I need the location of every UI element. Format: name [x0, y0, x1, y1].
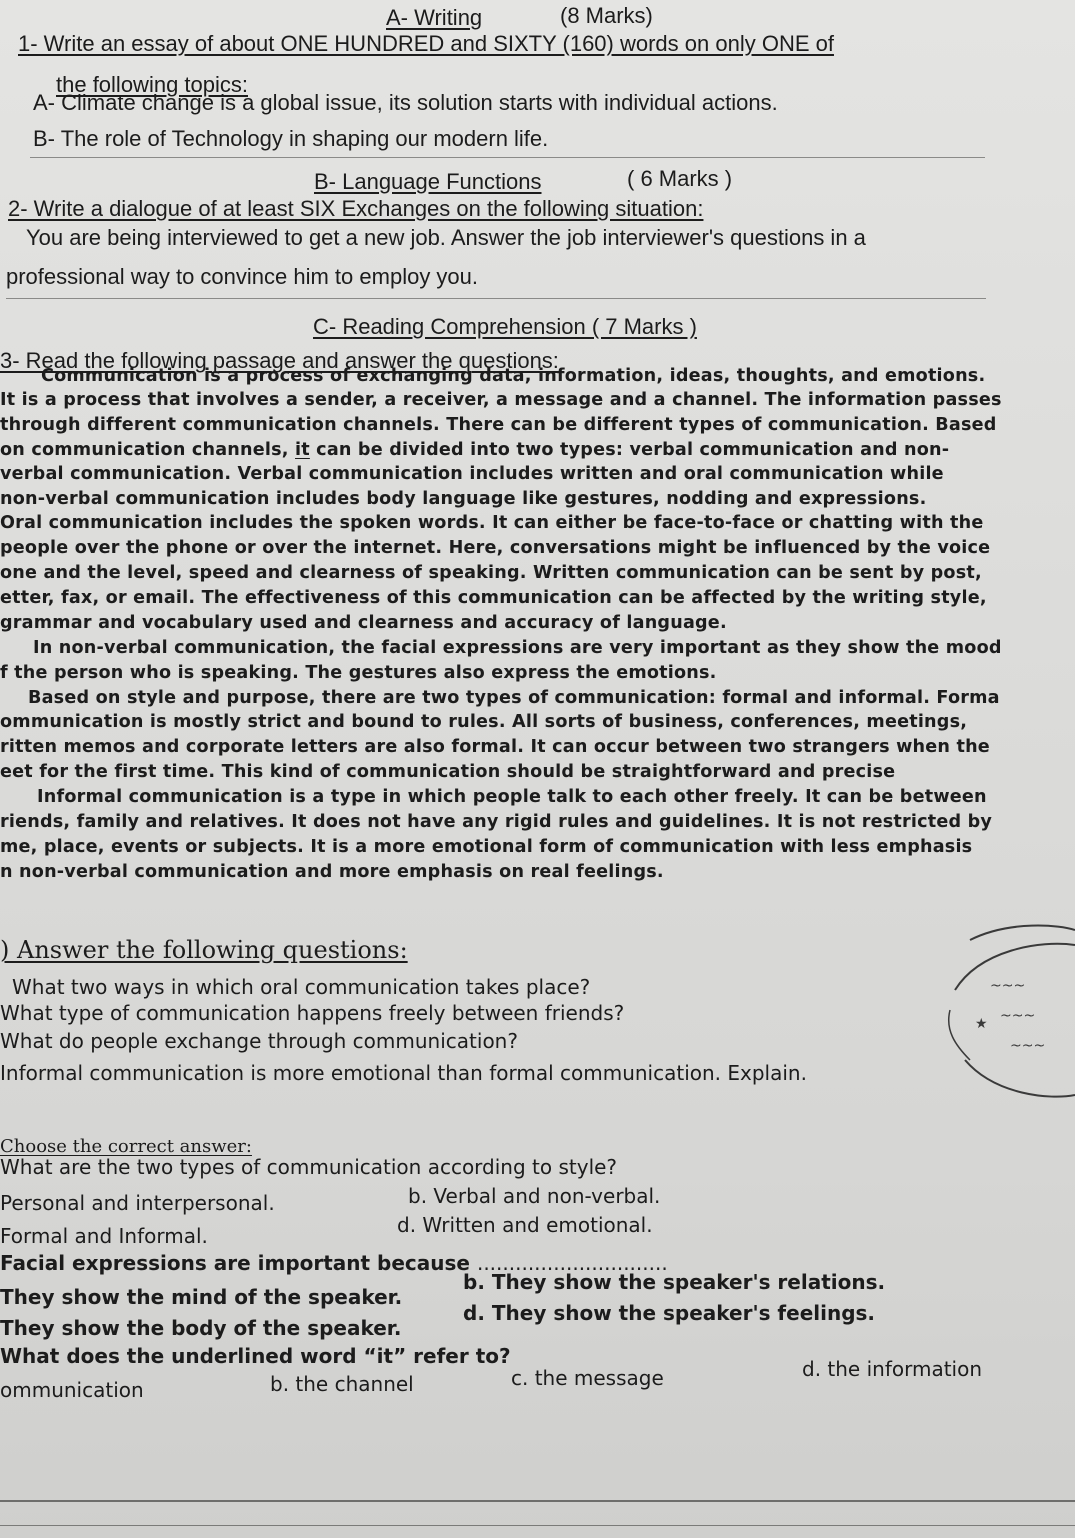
mcq-option: d. They show the speaker's feelings.: [463, 1301, 876, 1325]
questions-heading: ) Answer the following questions:: [0, 936, 408, 964]
question-item: Informal communication is more emotional than formal communication. Explain.: [0, 1061, 807, 1085]
school-stamp-icon: [940, 920, 1075, 1110]
writing-heading: A- Writing: [386, 5, 483, 30]
mcq-question: What are the two types of communication according to style?: [0, 1155, 618, 1179]
q3-prompt: 3- Read the following passage and answer the questions:: [0, 348, 559, 373]
q2-prompt: 2- Write a dialogue of at least SIX Exchanges on the following situation:: [8, 196, 704, 221]
passage-line: people over the phone or over the internet. Here, conversations might be influenced by the voice: [0, 538, 991, 558]
divider: [6, 298, 986, 299]
passage-line: Informal communication is a type in which people talk to each other freely. It can be between: [37, 787, 987, 807]
passage-line: riends, family and relatives. It does not have any rigid rules and guidelines. It is not restricted by: [0, 812, 993, 832]
mcq-option: They show the mind of the speaker.: [0, 1285, 403, 1309]
passage-line: grammar and vocabulary used and clearness and accuracy of language.: [0, 613, 727, 633]
svg-text:★: ★: [975, 1016, 988, 1032]
language-marks: ( 6 Marks ): [627, 166, 733, 191]
mcq-option: b. the channel: [270, 1372, 414, 1396]
topic-a: A- Climate change is a global issue, its solution starts with individual actions.: [33, 90, 778, 115]
q1-line1: 1- Write an essay of about ONE HUNDRED and SIXTY (160) words on only ONE of: [18, 31, 834, 56]
page-bottom-edge: [0, 1525, 1075, 1526]
passage-line: ommunication is mostly strict and bound to rules. All sorts of business, conferences, meetings,: [0, 712, 968, 732]
svg-text:~~~: ~~~: [990, 978, 1026, 994]
situation-line1: You are being interviewed to get a new job. Answer the job interviewer's questions in a: [26, 225, 866, 250]
question-item: What type of communication happens freely between friends?: [0, 1001, 625, 1025]
page-bottom-edge: [0, 1500, 1075, 1502]
mcq-option: b. Verbal and non-verbal.: [408, 1184, 661, 1208]
passage-line: one and the level, speed and clearness of speaking. Written communication can be sent by post,: [0, 563, 982, 583]
language-heading: B- Language Functions: [314, 169, 542, 194]
passage-line: me, place, events or subjects. It is a more emotional form of communication with less emphasis: [0, 837, 973, 857]
passage-line: [0, 442, 949, 460]
passage-line: Oral communication includes the spoken words. It can either be face-to-face or chatting with the: [0, 513, 984, 533]
mcq-option: d. Written and emotional.: [397, 1213, 653, 1237]
writing-marks: (8 Marks): [560, 3, 653, 28]
passage-line: non-verbal communication includes body language like gestures, nodding and expressions.: [0, 489, 927, 509]
topic-b: B- The role of Technology in shaping our modern life.: [33, 126, 549, 151]
passage-line: ritten memos and corporate letters are also formal. It can occur between two strangers when the: [0, 737, 990, 757]
passage-line: Communication is a process of exchanging data, information, ideas, thoughts, and emotions.: [41, 366, 986, 386]
mcq-blank: ..............................: [476, 1251, 668, 1275]
mcq-option: They show the body of the speaker.: [0, 1316, 402, 1340]
passage-line: through different communication channels. There can be different types of communication. Based: [0, 415, 997, 435]
q1-line2: the following topics:: [56, 72, 248, 97]
passage-line: Based on style and purpose, there are two types of communication: formal and informal. Forma: [28, 688, 1000, 708]
underlined-it: it: [295, 440, 310, 460]
passage-line: f the person who is speaking. The gestures also express the emotions.: [0, 663, 717, 683]
passage-line: It is a process that involves a sender, a receiver, a message and a channel. The information passes: [0, 390, 1002, 410]
mcq-option: b. They show the speaker's relations.: [463, 1270, 886, 1294]
svg-text:~~~: ~~~: [1000, 1008, 1036, 1024]
mcq-option: Formal and Informal.: [0, 1224, 208, 1248]
situation-line2: professional way to convince him to employ you.: [6, 264, 479, 289]
mcq-question-text: Facial expressions are important because: [0, 1251, 470, 1275]
mcq-question: What does the underlined word “it” refer to?: [0, 1344, 511, 1368]
passage-line: In non-verbal communication, the facial expressions are very important as they show the mood: [33, 638, 1002, 658]
passage-line: etter, fax, or email. The effectiveness of this communication can be affected by the writing style,: [0, 588, 987, 608]
mcq-option: ommunication: [0, 1378, 144, 1402]
passage-line: eet for the first time. This kind of communication should be straightforward and precise: [0, 762, 896, 782]
question-item: What do people exchange through communication?: [0, 1029, 518, 1053]
question-item: What two ways in which oral communication takes place?: [12, 975, 591, 999]
mcq-option: c. the message: [511, 1366, 664, 1390]
svg-text:~~~: ~~~: [1010, 1038, 1046, 1054]
mcq-option: d. the information: [802, 1357, 983, 1381]
passage-line: verbal communication. Verbal communication includes written and oral communication while: [0, 464, 944, 484]
mcq-option: Personal and interpersonal.: [0, 1191, 275, 1215]
reading-heading: C- Reading Comprehension ( 7 Marks ): [313, 314, 697, 339]
mcq-heading: Choose the correct answer:: [0, 1136, 252, 1157]
passage-fragment: on communication channels,: [0, 440, 296, 460]
passage-fragment: can be divided into two types: verbal communication and non-: [309, 440, 950, 460]
passage-line: n non-verbal communication and more emphasis on real feelings.: [0, 862, 664, 882]
divider: [30, 157, 985, 158]
